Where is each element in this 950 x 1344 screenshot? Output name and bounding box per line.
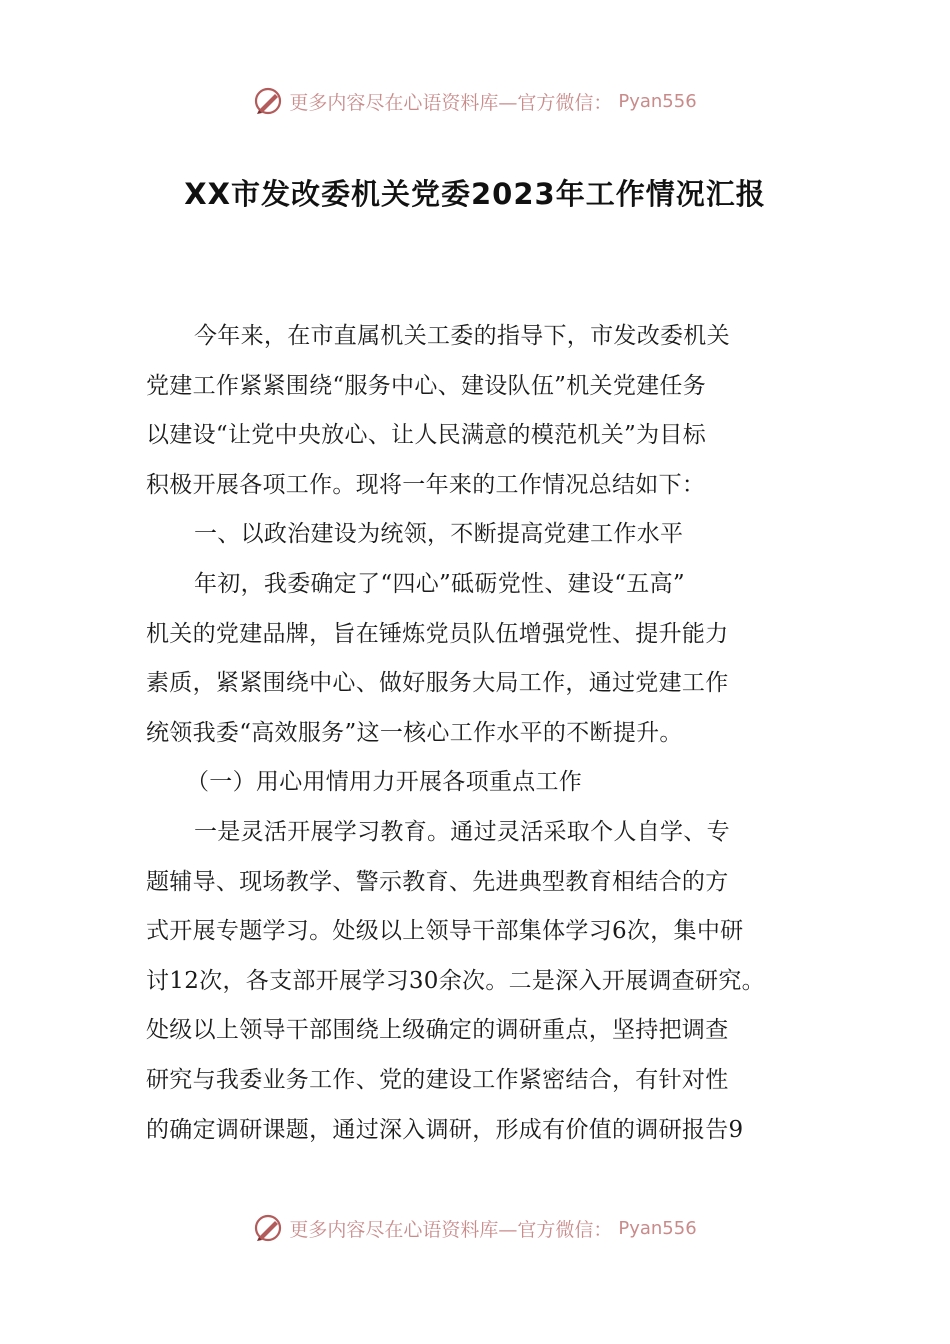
pen-circle-icon <box>253 1213 283 1243</box>
paragraph-line: 党建工作紧紧围绕“服务中心、建设队伍”机关党建任务 <box>146 372 707 399</box>
section-heading: 一、以政治建设为统领，不断提高党建工作水平 <box>194 521 684 548</box>
paragraph-line: 的确定调研课题，通过深入调研，形成有价值的调研报告9 <box>146 1116 744 1143</box>
paragraph-line: 题辅导、现场教学、警示教育、先进典型教育相结合的方 <box>146 868 729 895</box>
paragraph-line: 以建设“让党中央放心、让人民满意的模范机关”为目标 <box>146 422 707 449</box>
watermark-wechat-id: Pyan556 <box>618 1217 697 1239</box>
pen-circle-icon <box>253 86 283 116</box>
paragraph-line: 今年来，在市直属机关工委的指导下，市发改委机关 <box>194 323 730 349</box>
watermark-wechat-id: Pyan556 <box>618 90 697 112</box>
paragraph-line: 年初，我委确定了“四心”砥砺党性、建设“五高” <box>194 570 685 597</box>
subsection-heading: （一）用心用情用力开展各项重点工作 <box>186 769 583 796</box>
paragraph-line: 研究与我委业务工作、党的建设工作紧密结合，有针对性 <box>146 1066 729 1093</box>
paragraph-line: 式开展专题学习。处级以上领导干部集体学习6次，集中研 <box>146 918 744 945</box>
document-title: XX市发改委机关党委2023年工作情况汇报 <box>184 177 766 211</box>
paragraph-line: 讨12次，各支部开展学习30余次。二是深入开展调查研究。 <box>146 967 765 994</box>
paragraph-line: 处级以上领导干部围绕上级确定的调研重点，坚持把调查 <box>146 1017 729 1044</box>
document-body <box>146 312 806 1155</box>
watermark-text: 更多内容尽在心语资料库—官方微信： <box>289 1218 613 1241</box>
paragraph-line: 素质，紧紧围绕中心、做好服务大局工作，通过党建工作 <box>146 670 729 697</box>
watermark-text: 更多内容尽在心语资料库—官方微信： <box>289 91 613 114</box>
paragraph-line: 统领我委“高效服务”这一核心工作水平的不断提升。 <box>146 719 683 746</box>
paragraph-line: 机关的党建品牌，旨在锤炼党员队伍增强党性、提升能力 <box>146 620 729 647</box>
paragraph-line: 一是灵活开展学习教育。通过灵活采取个人自学、专 <box>194 818 730 845</box>
paragraph-line: 积极开展各项工作。现将一年来的工作情况总结如下： <box>146 471 706 498</box>
footer-watermark <box>0 1213 950 1243</box>
header-watermark <box>0 86 950 116</box>
